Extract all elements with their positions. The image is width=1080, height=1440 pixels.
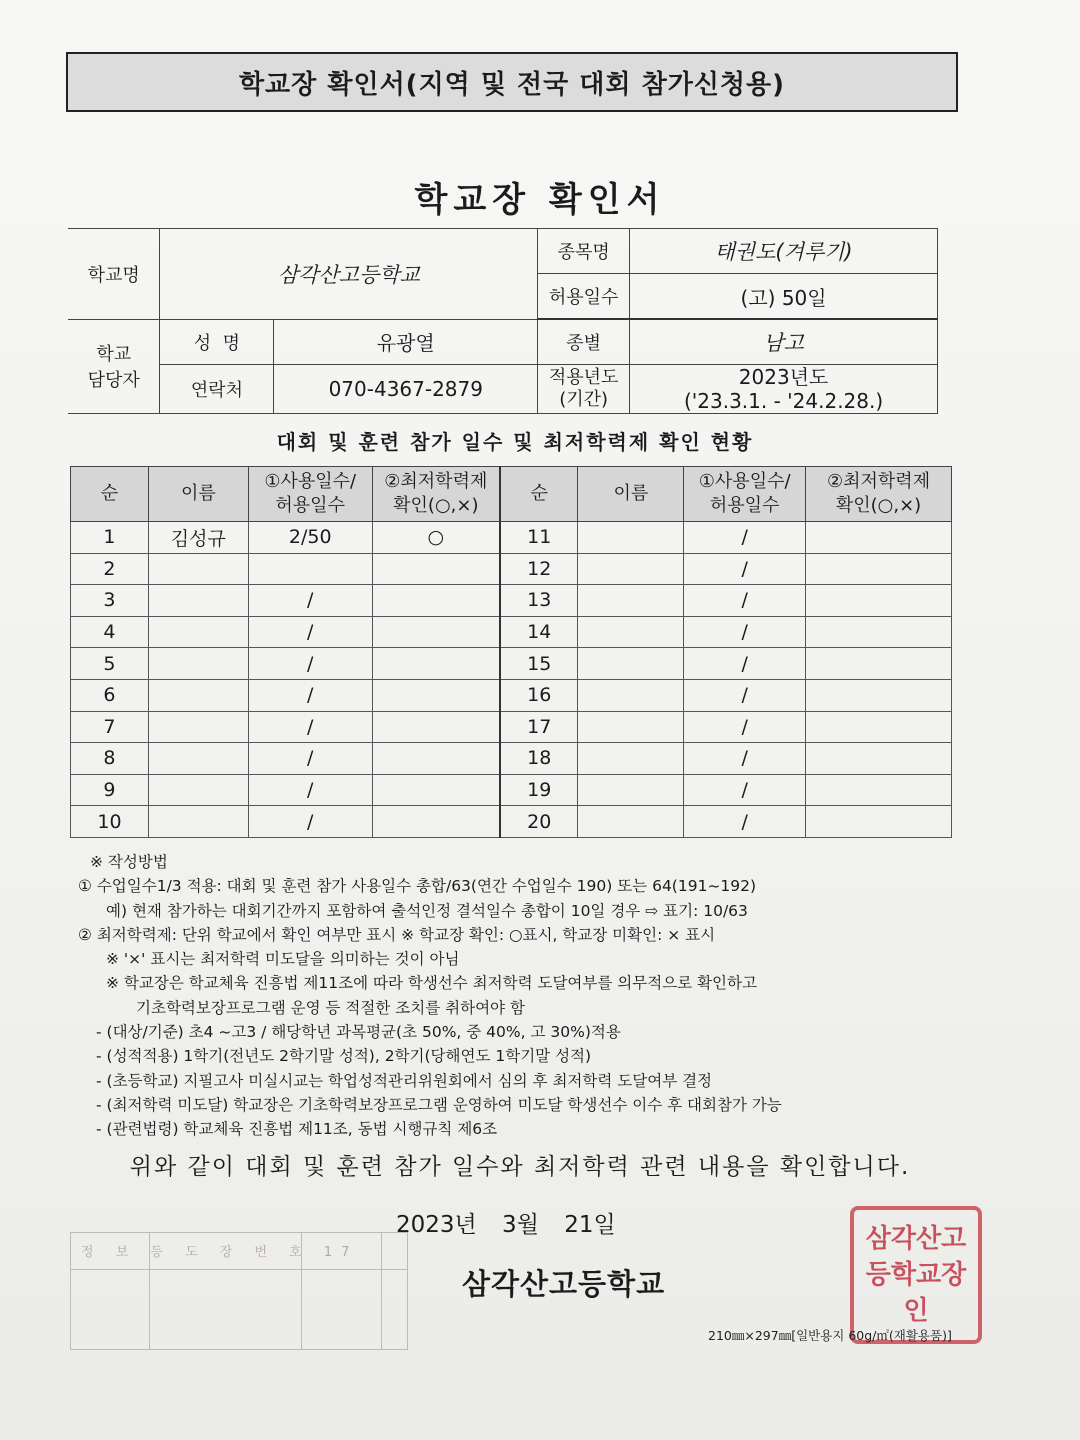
row-no-cell-right: 19 (500, 774, 578, 806)
stamp-divider (381, 1233, 382, 1349)
table-row (71, 553, 952, 585)
note-line-3: ② 최저학력제: 단위 학교에서 확인 여부만 표시 ※ 학교장 확인: ○표시, 학교장 미확인: × 표시 (78, 925, 716, 944)
row-no-cell: 2 (71, 553, 149, 585)
row-name-cell (148, 648, 248, 680)
note-line-6: 기초학력보장프로그램 운영 등 적절한 조치를 취하여야 함 (136, 998, 525, 1017)
header-check: ②최저학력제 확인(○,×) (372, 467, 500, 522)
note-line-9: - (초등학교) 지필고사 미실시교는 학업성적관리위원회에서 심의 후 최저학력 도달여부 결정 (96, 1071, 713, 1090)
row-name-cell (148, 585, 248, 617)
row-no-cell-right: 17 (500, 711, 578, 743)
issue-date: 2023년 3월 21일 (396, 1212, 616, 1238)
row-check-cell-right (806, 585, 952, 617)
seal-text: 삼각산고등학교장인 (865, 1224, 967, 1326)
row-check-cell (372, 553, 500, 585)
row-days-cell-right: / (684, 585, 806, 617)
row-days-cell: / (248, 679, 372, 711)
table-header-row (71, 467, 952, 522)
row-name-cell-right (578, 553, 684, 585)
year-label: 적용년도 (기간) (538, 365, 630, 414)
row-check-cell (372, 774, 500, 806)
row-days-cell: / (248, 648, 372, 680)
name-label: 성 명 (160, 319, 274, 365)
gender-label: 종별 (538, 319, 630, 365)
row-days-cell-right: / (684, 806, 806, 838)
row-days-cell-right: / (684, 679, 806, 711)
note-line-10: - (최저학력 미도달) 학교장은 기초학력보장프로그램 운영하여 미도달 학생선수 이수 후 대회참가 가능 (96, 1095, 782, 1114)
row-name-cell-right (578, 806, 684, 838)
row-days-cell: / (248, 743, 372, 775)
table-row (71, 711, 952, 743)
row-days-cell-right: / (684, 648, 806, 680)
school-value: 삼각산고등학교 (160, 229, 538, 320)
row-check-cell (372, 616, 500, 648)
paper-spec-footer: 210㎜×297㎜[일반용지 60g/㎡(재활용품)] (708, 1328, 952, 1343)
allowed-days-value: (고) 50일 (630, 274, 938, 320)
row-name-cell (148, 679, 248, 711)
principal-seal (850, 1206, 982, 1344)
year-cell (630, 365, 938, 414)
row-no-cell: 7 (71, 711, 149, 743)
row-no-cell-right: 16 (500, 679, 578, 711)
note-line-7: - (대상/기준) 초4 ~고3 / 해당학년 과목평균(초 50%, 중 40%, 고 30%)적용 (96, 1023, 621, 1042)
row-days-cell: / (248, 585, 372, 617)
row-name-cell (148, 553, 248, 585)
row-name-cell (148, 806, 248, 838)
row-check-cell (372, 648, 500, 680)
row-name-cell-right (578, 743, 684, 775)
school-signature: 삼각산고등학교 (462, 1267, 666, 1301)
table-row (71, 522, 952, 554)
row-check-cell-right (806, 679, 952, 711)
table-subtitle: 대회 및 훈련 참가 일수 및 최저학력제 확인 현황 (276, 430, 754, 454)
row-days-cell: / (248, 806, 372, 838)
row-check-cell (372, 743, 500, 775)
table-row (71, 774, 952, 806)
row-no-cell-right: 20 (500, 806, 578, 838)
row-check-cell-right (806, 648, 952, 680)
row-days-cell (248, 553, 372, 585)
allowed-days-label: 허용일수 (538, 274, 630, 320)
period-value: ('23.3.1. - '24.2.28.) (683, 389, 884, 413)
table-row (71, 585, 952, 617)
table-row (71, 743, 952, 775)
header-name-right: 이름 (578, 467, 684, 522)
row-days-cell-right: / (684, 743, 806, 775)
row-days-cell: / (248, 616, 372, 648)
row-check-cell-right (806, 522, 952, 554)
row-days-cell: / (248, 774, 372, 806)
note-line-11: - (관련법령) 학교체육 진흥법 제11조, 동법 시행규칙 제6조 (96, 1120, 498, 1139)
contact-label: 연락처 (160, 365, 274, 414)
row-check-cell (372, 679, 500, 711)
row-check-cell-right (806, 743, 952, 775)
row-days-cell-right: / (684, 616, 806, 648)
sport-label: 종목명 (538, 229, 630, 274)
header-check-right: ②최저학력제 확인(○,×) (806, 467, 952, 522)
row-no-cell: 8 (71, 743, 149, 775)
table-row (71, 648, 952, 680)
note-line-2: 예) 현재 참가하는 대회기간까지 포함하여 출석인정 결석일수 총합이 10일 경우 ⇨ 표기: 10/63 (106, 901, 748, 920)
manager-label: 학교 담당자 (68, 319, 160, 414)
note-line-5: ※ 학교장은 학교체육 진흥법 제11조에 따라 학생선수 최저학력 도달여부를 의무적으로 확인하고 (106, 974, 757, 993)
form-title: 학교장 확인서 (414, 180, 666, 220)
row-no-cell-right: 18 (500, 743, 578, 775)
header-days: ①사용일수/ 허용일수 (248, 467, 372, 522)
table-row (71, 679, 952, 711)
row-check-cell-right (806, 616, 952, 648)
row-no-cell: 5 (71, 648, 149, 680)
row-no-cell: 3 (71, 585, 149, 617)
year-value: 2023년도 (738, 365, 829, 389)
table-row (71, 806, 952, 838)
row-name-cell (148, 774, 248, 806)
confirmation-statement: 위와 같이 대회 및 훈련 참가 일수와 최저학력 관련 내용을 확인합니다. (129, 1154, 911, 1180)
row-days-cell-right: / (684, 774, 806, 806)
registration-stamp-box (70, 1232, 408, 1350)
row-no-cell: 10 (71, 806, 149, 838)
row-no-cell: 6 (71, 679, 149, 711)
row-no-cell: 4 (71, 616, 149, 648)
row-check-cell-right (806, 711, 952, 743)
instructions (78, 850, 968, 1142)
row-name-cell (148, 711, 248, 743)
row-check-cell-right (806, 806, 952, 838)
name-value: 유광열 (274, 319, 538, 365)
row-days-cell: 2/50 (248, 522, 372, 554)
row-name-cell: 김성규 (148, 522, 248, 554)
row-name-cell (148, 743, 248, 775)
form-banner: 학교장 확인서(지역 및 전국 대회 참가신청용) (66, 52, 958, 112)
header-name: 이름 (148, 467, 248, 522)
sport-value: 태권도(겨루기) (630, 229, 938, 274)
row-check-cell (372, 711, 500, 743)
notes-heading: ※ 작성방법 (90, 853, 168, 871)
row-name-cell-right (578, 585, 684, 617)
row-no-cell-right: 14 (500, 616, 578, 648)
row-check-cell-right (806, 774, 952, 806)
row-check-cell-right (806, 553, 952, 585)
row-name-cell-right (578, 774, 684, 806)
row-name-cell (148, 616, 248, 648)
row-name-cell-right (578, 648, 684, 680)
row-days-cell-right: / (684, 522, 806, 554)
stamp-text: 정 보 등 도 장 번 호 17 (81, 1245, 359, 1260)
gender-value: 남고 (630, 319, 938, 365)
contact-value: 070-4367-2879 (274, 365, 538, 414)
row-name-cell-right (578, 679, 684, 711)
row-no-cell-right: 12 (500, 553, 578, 585)
info-table (68, 228, 938, 414)
row-days-cell-right: / (684, 711, 806, 743)
participation-table (70, 466, 952, 838)
header-no-right: 순 (500, 467, 578, 522)
row-check-cell: ○ (372, 522, 500, 554)
note-line-1: ① 수업일수1/3 적용: 대회 및 훈련 참가 사용일수 총합/63(연간 수업일수 190) 또는 64(191~192) (78, 877, 757, 896)
row-no-cell-right: 13 (500, 585, 578, 617)
note-line-8: - (성적적용) 1학기(전년도 2학기말 성적), 2학기(당해연도 1학기말 성적) (96, 1047, 592, 1066)
row-name-cell-right (578, 711, 684, 743)
row-no-cell: 9 (71, 774, 149, 806)
table-row (71, 616, 952, 648)
row-check-cell (372, 806, 500, 838)
row-days-cell: / (248, 711, 372, 743)
row-name-cell-right (578, 522, 684, 554)
header-no: 순 (71, 467, 149, 522)
row-days-cell-right: / (684, 553, 806, 585)
row-check-cell (372, 585, 500, 617)
header-days-right: ①사용일수/ 허용일수 (684, 467, 806, 522)
row-no-cell-right: 11 (500, 522, 578, 554)
row-no-cell-right: 15 (500, 648, 578, 680)
table-body (71, 522, 952, 838)
row-no-cell: 1 (71, 522, 149, 554)
note-line-4: ※ '×' 표시는 최저학력 미도달을 의미하는 것이 아님 (106, 950, 460, 969)
row-name-cell-right (578, 616, 684, 648)
school-label: 학교명 (68, 229, 160, 320)
